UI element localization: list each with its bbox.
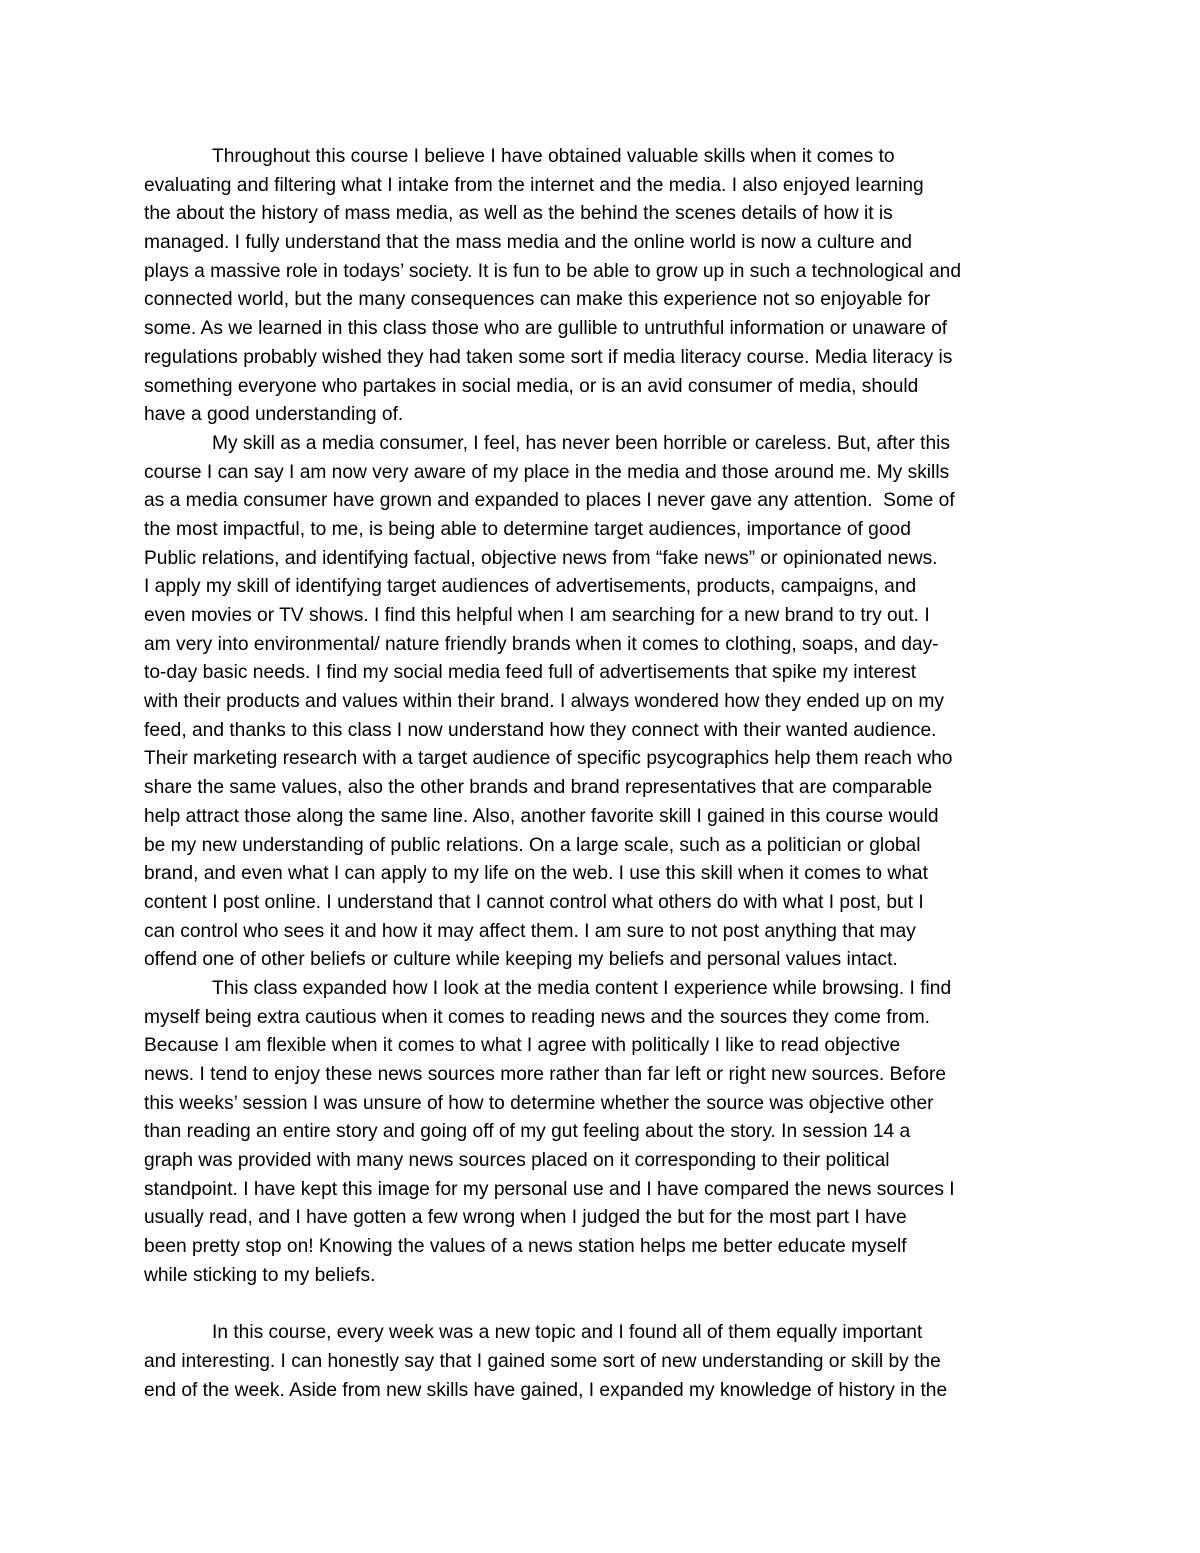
- text-line: Because I am flexible when it comes to what I agree with politically I like to read objective: [144, 1035, 901, 1057]
- text-line: Public relations, and identifying factual, objective news from “fake news” or opinionated news.: [144, 547, 938, 569]
- text-line: while sticking to my beliefs.: [144, 1264, 376, 1286]
- text-line: some. As we learned in this class those who are gullible to untruthful information or unaware of: [144, 318, 948, 340]
- text-line: something everyone who partakes in social media, or is an avid consumer of media, should: [144, 375, 919, 397]
- paragraph-4: [144, 1319, 1064, 1405]
- text-line: can control who sees it and how it may affect them. I am sure to not post anything that may: [144, 920, 916, 942]
- text-line: I apply my skill of identifying target audiences of advertisements, products, campaigns, and: [144, 576, 917, 598]
- document-body: [144, 143, 1064, 1405]
- text-line: standpoint. I have kept this image for my personal use and I have compared the news sources I: [144, 1178, 955, 1200]
- text-line: brand, and even what I can apply to my life on the web. I use this skill when it comes to what: [144, 863, 928, 885]
- text-line: Throughout this course I believe I have obtained valuable skills when it comes to: [212, 146, 895, 167]
- paragraph-2: [144, 430, 1064, 975]
- text-line: be my new understanding of public relations. On a large scale, such as a politician or global: [144, 834, 921, 856]
- text-line: this weeks’ session I was unsure of how to determine whether the source was objective other: [144, 1092, 934, 1114]
- text-line: help attract those along the same line. Also, another favorite skill I gained in this course would: [144, 805, 939, 827]
- paragraph-3: [144, 975, 1064, 1291]
- text-line: connected world, but the many consequences can make this experience not so enjoyable for: [144, 289, 931, 311]
- text-line: managed. I fully understand that the mass media and the online world is now a culture and: [144, 232, 912, 254]
- text-line: end of the week. Aside from new skills have gained, I expanded my knowledge of history in the: [144, 1379, 948, 1401]
- text-line: This class expanded how I look at the media content I experience while browsing. I find: [212, 977, 952, 999]
- paragraph-spacer: [144, 1291, 1064, 1320]
- text-line: Their marketing research with a target audience of specific psycographics help them reach who: [144, 748, 953, 770]
- text-line: the about the history of mass media, as well as the behind the scenes details of how it is: [144, 203, 893, 225]
- text-line: feed, and thanks to this class I now understand how they connect with their wanted audience.: [144, 719, 937, 741]
- text-line: news. I tend to enjoy these news sources more rather than far left or right new sources. Before: [144, 1064, 947, 1085]
- text-line: offend one of other beliefs or culture while keeping my beliefs and personal values intact.: [144, 949, 898, 971]
- text-line: to-day basic needs. I find my social media feed full of advertisements that spike my interest: [144, 662, 917, 684]
- text-line: as a media consumer have grown and expanded to places I never gave any attention. Some of: [144, 490, 955, 512]
- text-line: graph was provided with many news sources placed on it corresponding to their political: [144, 1150, 890, 1172]
- text-line: have a good understanding of.: [144, 404, 404, 426]
- text-line: My skill as a media consumer, I feel, has never been horrible or careless. But, after this: [212, 432, 950, 454]
- paragraph-1: [144, 143, 1064, 430]
- text-line: myself being extra cautious when it comes to reading news and the sources they come from.: [144, 1006, 931, 1028]
- text-line: course I can say I am now very aware of my place in the media and those around me. My skills: [144, 461, 950, 483]
- text-line: even movies or TV shows. I find this helpful when I am searching for a new brand to try out. I: [144, 605, 930, 626]
- text-line: evaluating and filtering what I intake from the internet and the media. I also enjoyed learning: [144, 174, 924, 196]
- text-line: than reading an entire story and going off of my gut feeling about the story. In session 14 a: [144, 1121, 911, 1143]
- text-line: share the same values, also the other brands and brand representatives that are comparable: [144, 777, 933, 799]
- text-line: with their products and values within their brand. I always wondered how they ended up on my: [144, 691, 944, 713]
- text-line: usually read, and I have gotten a few wrong when I judged the but for the most part I have: [144, 1207, 907, 1229]
- text-line: regulations probably wished they had taken some sort if media literacy course. Media literacy is: [144, 346, 953, 368]
- text-line: been pretty stop on! Knowing the values of a news station helps me better educate myself: [144, 1236, 907, 1258]
- text-line: plays a massive role in todays’ society. It is fun to be able to grow up in such a technological and: [144, 260, 961, 282]
- text-line: and interesting. I can honestly say that I gained some sort of new understanding or skill by the: [144, 1350, 941, 1372]
- text-line: am very into environmental/ nature friendly brands when it comes to clothing, soaps, and day-: [144, 633, 939, 655]
- text-line: content I post online. I understand that I cannot control what others do with what I post, but I: [144, 891, 924, 913]
- text-line: the most impactful, to me, is being able to determine target audiences, importance of good: [144, 518, 911, 540]
- text-line: In this course, every week was a new topic and I found all of them equally important: [212, 1322, 923, 1344]
